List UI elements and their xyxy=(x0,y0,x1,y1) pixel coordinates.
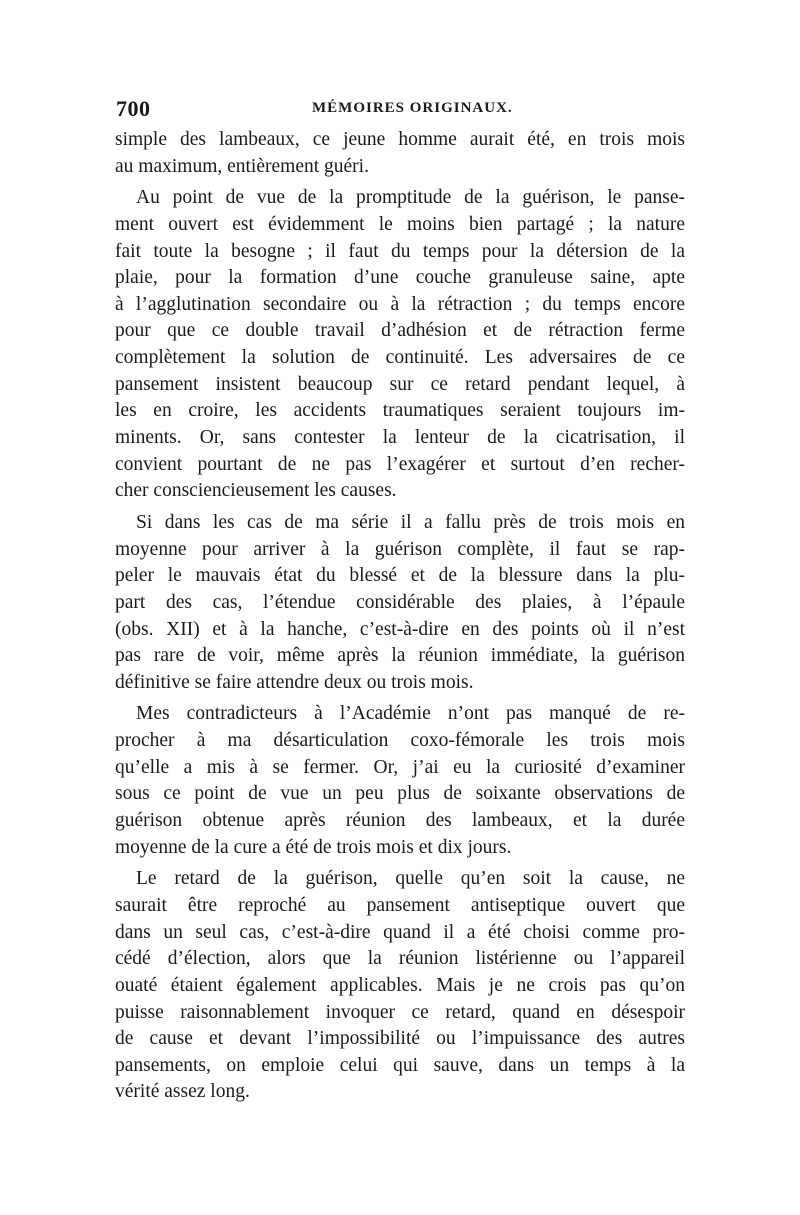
text-line: moyenne de la cure a été de trois mois et dix jours. xyxy=(115,836,512,858)
text-line: les en croire, les accidents traumatiques seraient toujours im- xyxy=(115,400,685,422)
paragraph xyxy=(115,510,685,696)
text-line: pour que ce double travail d’adhésion et de rétraction ferme xyxy=(115,320,685,342)
text-line: pas rare de voir, même après la réunion immédiate, la guérison xyxy=(115,645,685,667)
paragraph xyxy=(115,185,685,505)
body-text xyxy=(115,127,685,1106)
text-line: à l’agglutination secondaire ou à la rétraction ; du temps encore xyxy=(115,293,685,315)
text-line: vérité assez long. xyxy=(115,1081,250,1103)
running-head xyxy=(116,96,686,122)
text-line: sous ce point de vue un peu plus de soixante observations de xyxy=(115,783,685,805)
page-number: 700 xyxy=(116,96,151,121)
text-line: de cause et devant l’impossibilité ou l’impuissance des autres xyxy=(115,1028,685,1050)
text-line: définitive se faire attendre deux ou trois mois. xyxy=(115,671,474,693)
text-line: Au point de vue de la promptitude de la guérison, le panse- xyxy=(136,187,685,209)
paragraph xyxy=(115,866,685,1106)
text-line: cédé d’élection, alors que la réunion listérienne ou l’appareil xyxy=(115,948,685,970)
text-line: Si dans les cas de ma série il a fallu près de trois mois en xyxy=(136,511,685,533)
text-line: saurait être reproché au pansement antiseptique ouvert que xyxy=(115,894,685,916)
text-line: Le retard de la guérison, quelle qu’en soit la cause, ne xyxy=(136,868,685,890)
text-line: fait toute la besogne ; il faut du temps pour la détersion de la xyxy=(115,240,685,262)
text-line: Mes contradicteurs à l’Académie n’ont pas manqué de re- xyxy=(136,703,685,725)
text-line: puisse raisonnablement invoquer ce retard, quand en désespoir xyxy=(115,1001,685,1023)
text-line: qu’elle a mis à se fermer. Or, j’ai eu la curiosité d’examiner xyxy=(115,756,685,778)
text-line: guérison obtenue après réunion des lambeaux, et la durée xyxy=(115,810,685,832)
text-line: minents. Or, sans contester la lenteur de la cicatrisation, il xyxy=(115,427,685,449)
text-line: convient pourtant de ne pas l’exagérer et surtout d’en recher- xyxy=(115,453,685,475)
text-line: procher à ma désarticulation coxo-fémorale les trois mois xyxy=(115,730,685,752)
text-line: dans un seul cas, c’est-à-dire quand il a été choisi comme pro- xyxy=(115,921,685,943)
paragraph xyxy=(115,701,685,861)
text-line: plaie, pour la formation d’une couche granuleuse saine, apte xyxy=(115,267,685,289)
text-line: ouaté étaient également applicables. Mais je ne crois pas qu’on xyxy=(115,974,685,996)
running-title: MÉMOIRES ORIGINAUX. xyxy=(312,100,513,116)
text-line: pansements, on emploie celui qui sauve, dans un temps à la xyxy=(115,1054,685,1076)
text-line: simple des lambeaux, ce jeune homme aurait été, en trois mois xyxy=(115,129,685,150)
text-line: au maximum, entièrement guéri. xyxy=(115,155,369,177)
paragraph xyxy=(115,127,685,180)
text-line: ment ouvert est évidemment le moins bien partagé ; la nature xyxy=(115,213,685,235)
text-line: peler le mauvais état du blessé et de la blessure dans la plu- xyxy=(115,565,685,587)
text-line: part des cas, l’étendue considérable des plaies, à l’épaule xyxy=(115,591,685,613)
text-line: cher consciencieusement les causes. xyxy=(115,480,397,502)
text-line: moyenne pour arriver à la guérison complète, il faut se rap- xyxy=(115,538,685,560)
text-line: pansement insistent beaucoup sur ce retard pendant lequel, à xyxy=(115,373,685,395)
text-line: complètement la solution de continuité. Les adversaires de ce xyxy=(115,347,685,369)
text-line: (obs. XII) et à la hanche, c’est-à-dire en des points où il n’est xyxy=(115,618,685,640)
